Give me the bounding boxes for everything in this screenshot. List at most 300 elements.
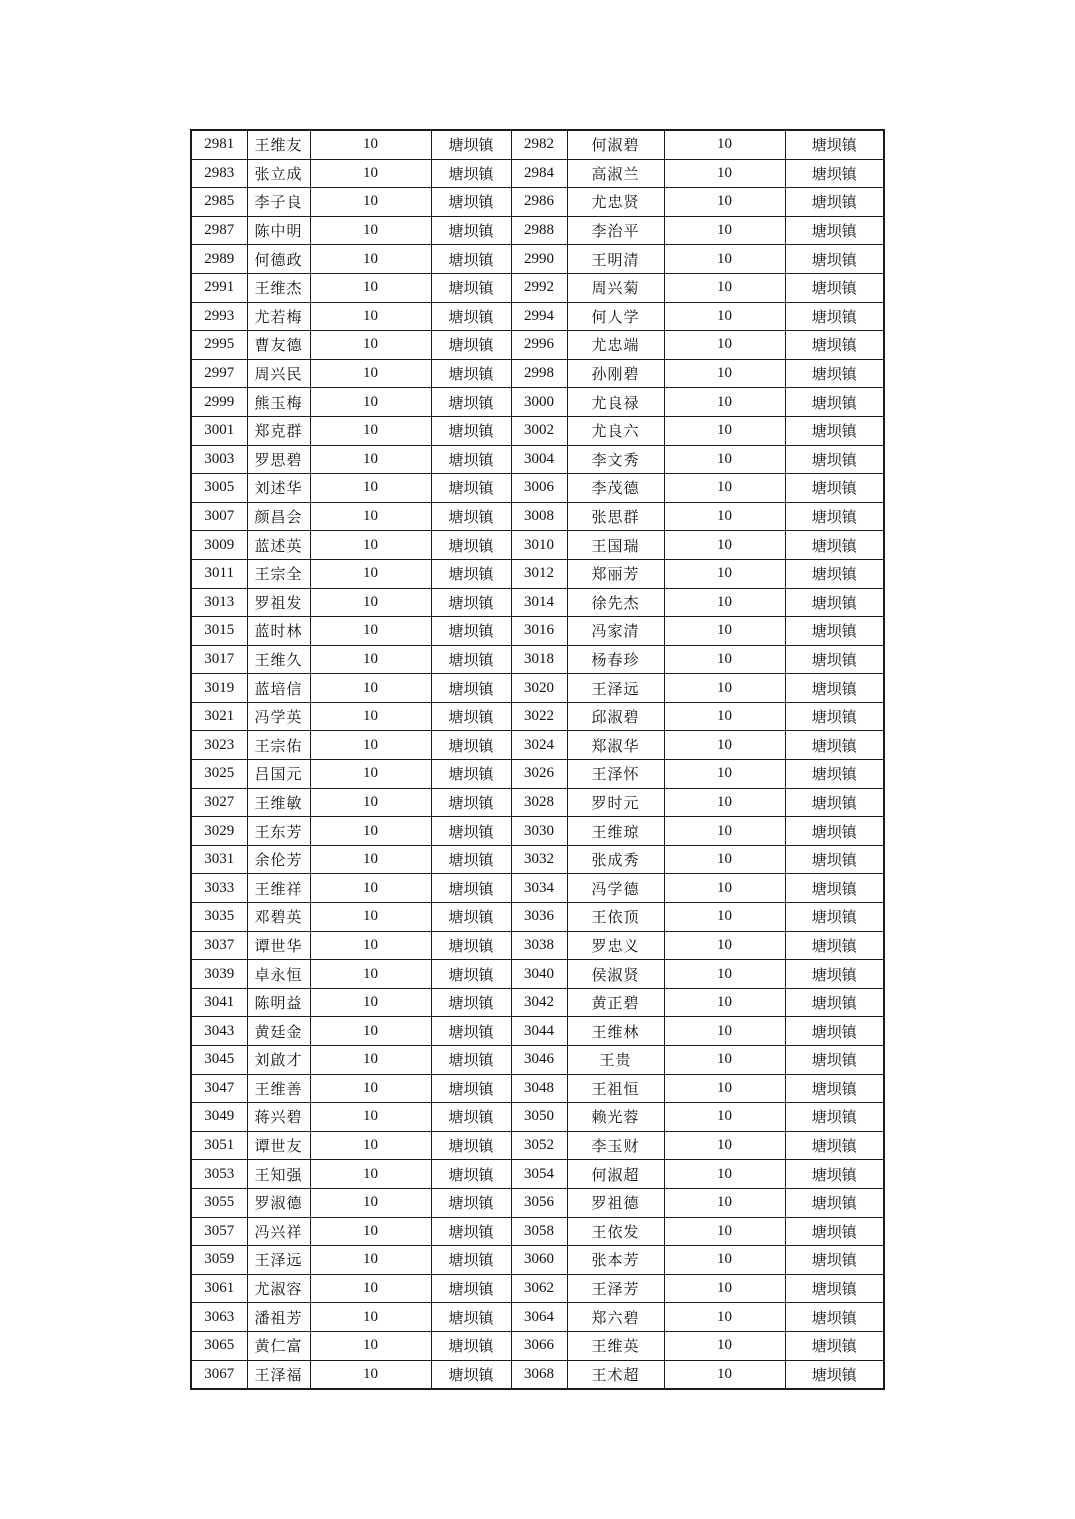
right-amount-cell: 10 <box>664 1274 785 1303</box>
left-town-cell: 塘坝镇 <box>431 559 511 588</box>
right-id-cell: 3004 <box>511 445 567 474</box>
right-town-cell: 塘坝镇 <box>785 788 884 817</box>
right-name-cell: 何淑超 <box>567 1160 664 1189</box>
left-amount-cell: 10 <box>310 1103 431 1132</box>
right-name-cell: 张思群 <box>567 502 664 531</box>
left-amount-cell: 10 <box>310 445 431 474</box>
right-amount-cell: 10 <box>664 302 785 331</box>
table-row <box>191 617 884 646</box>
right-town-cell: 塘坝镇 <box>785 445 884 474</box>
left-amount-cell: 10 <box>310 988 431 1017</box>
right-name-cell: 罗忠义 <box>567 931 664 960</box>
left-id-cell: 3061 <box>191 1274 247 1303</box>
left-town-cell: 塘坝镇 <box>431 1074 511 1103</box>
left-town-cell: 塘坝镇 <box>431 1217 511 1246</box>
left-id-cell: 3053 <box>191 1160 247 1189</box>
right-amount-cell: 10 <box>664 130 785 159</box>
left-amount-cell: 10 <box>310 845 431 874</box>
right-amount-cell: 10 <box>664 988 785 1017</box>
right-town-cell: 塘坝镇 <box>785 645 884 674</box>
left-amount-cell: 10 <box>310 960 431 989</box>
left-id-cell: 3037 <box>191 931 247 960</box>
table-row <box>191 1103 884 1132</box>
left-id-cell: 2989 <box>191 245 247 274</box>
right-amount-cell: 10 <box>664 588 785 617</box>
right-name-cell: 何人学 <box>567 302 664 331</box>
left-name-cell: 王宗全 <box>247 559 310 588</box>
left-name-cell: 蒋兴碧 <box>247 1103 310 1132</box>
left-name-cell: 邓碧英 <box>247 903 310 932</box>
right-id-cell: 3046 <box>511 1046 567 1075</box>
right-name-cell: 冯学德 <box>567 874 664 903</box>
right-id-cell: 2994 <box>511 302 567 331</box>
table-row <box>191 302 884 331</box>
left-name-cell: 王维久 <box>247 645 310 674</box>
right-id-cell: 3034 <box>511 874 567 903</box>
left-id-cell: 3043 <box>191 1017 247 1046</box>
right-id-cell: 3036 <box>511 903 567 932</box>
table-row <box>191 216 884 245</box>
right-id-cell: 2988 <box>511 216 567 245</box>
table-row <box>191 845 884 874</box>
left-amount-cell: 10 <box>310 788 431 817</box>
left-name-cell: 罗祖发 <box>247 588 310 617</box>
right-name-cell: 高淑兰 <box>567 159 664 188</box>
left-name-cell: 蓝述英 <box>247 531 310 560</box>
left-name-cell: 黄仁富 <box>247 1331 310 1360</box>
left-id-cell: 3055 <box>191 1188 247 1217</box>
right-amount-cell: 10 <box>664 1131 785 1160</box>
table-row <box>191 960 884 989</box>
left-town-cell: 塘坝镇 <box>431 788 511 817</box>
left-town-cell: 塘坝镇 <box>431 302 511 331</box>
left-name-cell: 王维善 <box>247 1074 310 1103</box>
table-row <box>191 1160 884 1189</box>
right-town-cell: 塘坝镇 <box>785 130 884 159</box>
right-name-cell: 何淑碧 <box>567 130 664 159</box>
left-town-cell: 塘坝镇 <box>431 1017 511 1046</box>
table-row <box>191 1046 884 1075</box>
right-amount-cell: 10 <box>664 531 785 560</box>
right-id-cell: 2998 <box>511 359 567 388</box>
table-row <box>191 903 884 932</box>
left-town-cell: 塘坝镇 <box>431 474 511 503</box>
right-amount-cell: 10 <box>664 1217 785 1246</box>
left-town-cell: 塘坝镇 <box>431 188 511 217</box>
right-amount-cell: 10 <box>664 1331 785 1360</box>
right-name-cell: 孙刚碧 <box>567 359 664 388</box>
right-name-cell: 李玉财 <box>567 1131 664 1160</box>
right-name-cell: 杨春珍 <box>567 645 664 674</box>
table-row <box>191 1360 884 1389</box>
left-town-cell: 塘坝镇 <box>431 331 511 360</box>
left-amount-cell: 10 <box>310 1303 431 1332</box>
left-town-cell: 塘坝镇 <box>431 845 511 874</box>
left-town-cell: 塘坝镇 <box>431 1188 511 1217</box>
left-name-cell: 王宗佑 <box>247 731 310 760</box>
left-town-cell: 塘坝镇 <box>431 531 511 560</box>
right-town-cell: 塘坝镇 <box>785 1131 884 1160</box>
left-name-cell: 颜昌会 <box>247 502 310 531</box>
left-town-cell: 塘坝镇 <box>431 273 511 302</box>
right-id-cell: 3008 <box>511 502 567 531</box>
left-town-cell: 塘坝镇 <box>431 702 511 731</box>
right-town-cell: 塘坝镇 <box>785 617 884 646</box>
table-row <box>191 559 884 588</box>
right-name-cell: 王泽芳 <box>567 1274 664 1303</box>
right-town-cell: 塘坝镇 <box>785 388 884 417</box>
right-id-cell: 2996 <box>511 331 567 360</box>
table-row <box>191 474 884 503</box>
left-town-cell: 塘坝镇 <box>431 874 511 903</box>
right-id-cell: 3068 <box>511 1360 567 1389</box>
right-name-cell: 郑六碧 <box>567 1303 664 1332</box>
right-name-cell: 李文秀 <box>567 445 664 474</box>
left-town-cell: 塘坝镇 <box>431 388 511 417</box>
left-id-cell: 3045 <box>191 1046 247 1075</box>
table-row <box>191 817 884 846</box>
right-id-cell: 3058 <box>511 1217 567 1246</box>
right-town-cell: 塘坝镇 <box>785 331 884 360</box>
right-amount-cell: 10 <box>664 216 785 245</box>
left-id-cell: 3003 <box>191 445 247 474</box>
right-town-cell: 塘坝镇 <box>785 931 884 960</box>
right-town-cell: 塘坝镇 <box>785 731 884 760</box>
right-name-cell: 王国瑞 <box>567 531 664 560</box>
left-town-cell: 塘坝镇 <box>431 1303 511 1332</box>
right-id-cell: 3006 <box>511 474 567 503</box>
left-name-cell: 王维友 <box>247 130 310 159</box>
left-amount-cell: 10 <box>310 302 431 331</box>
left-town-cell: 塘坝镇 <box>431 159 511 188</box>
left-amount-cell: 10 <box>310 188 431 217</box>
right-amount-cell: 10 <box>664 674 785 703</box>
left-name-cell: 尤若梅 <box>247 302 310 331</box>
left-id-cell: 3039 <box>191 960 247 989</box>
left-town-cell: 塘坝镇 <box>431 216 511 245</box>
right-id-cell: 3020 <box>511 674 567 703</box>
right-name-cell: 王维琼 <box>567 817 664 846</box>
table-row <box>191 788 884 817</box>
right-town-cell: 塘坝镇 <box>785 559 884 588</box>
left-amount-cell: 10 <box>310 531 431 560</box>
left-amount-cell: 10 <box>310 216 431 245</box>
right-amount-cell: 10 <box>664 1246 785 1275</box>
table-row <box>191 502 884 531</box>
left-amount-cell: 10 <box>310 1360 431 1389</box>
right-name-cell: 李治平 <box>567 216 664 245</box>
right-amount-cell: 10 <box>664 273 785 302</box>
left-amount-cell: 10 <box>310 674 431 703</box>
left-name-cell: 陈明益 <box>247 988 310 1017</box>
left-name-cell: 吕国元 <box>247 760 310 789</box>
right-name-cell: 王泽怀 <box>567 760 664 789</box>
left-id-cell: 2983 <box>191 159 247 188</box>
left-id-cell: 3029 <box>191 817 247 846</box>
left-name-cell: 罗思碧 <box>247 445 310 474</box>
left-amount-cell: 10 <box>310 903 431 932</box>
right-amount-cell: 10 <box>664 931 785 960</box>
right-amount-cell: 10 <box>664 817 785 846</box>
left-town-cell: 塘坝镇 <box>431 1331 511 1360</box>
right-id-cell: 2990 <box>511 245 567 274</box>
right-amount-cell: 10 <box>664 1303 785 1332</box>
left-town-cell: 塘坝镇 <box>431 416 511 445</box>
left-amount-cell: 10 <box>310 931 431 960</box>
left-amount-cell: 10 <box>310 760 431 789</box>
right-id-cell: 3018 <box>511 645 567 674</box>
left-id-cell: 3067 <box>191 1360 247 1389</box>
left-id-cell: 3009 <box>191 531 247 560</box>
left-amount-cell: 10 <box>310 1046 431 1075</box>
right-name-cell: 邱淑碧 <box>567 702 664 731</box>
left-id-cell: 3051 <box>191 1131 247 1160</box>
left-id-cell: 2981 <box>191 130 247 159</box>
right-name-cell: 李茂德 <box>567 474 664 503</box>
left-id-cell: 3023 <box>191 731 247 760</box>
right-amount-cell: 10 <box>664 874 785 903</box>
roster-table <box>190 129 885 1390</box>
right-amount-cell: 10 <box>664 788 785 817</box>
table-row <box>191 531 884 560</box>
table-row <box>191 130 884 159</box>
left-town-cell: 塘坝镇 <box>431 1274 511 1303</box>
right-amount-cell: 10 <box>664 159 785 188</box>
left-town-cell: 塘坝镇 <box>431 588 511 617</box>
right-amount-cell: 10 <box>664 760 785 789</box>
table-row <box>191 1017 884 1046</box>
right-town-cell: 塘坝镇 <box>785 702 884 731</box>
right-id-cell: 3024 <box>511 731 567 760</box>
left-amount-cell: 10 <box>310 1217 431 1246</box>
left-amount-cell: 10 <box>310 874 431 903</box>
left-town-cell: 塘坝镇 <box>431 1160 511 1189</box>
right-amount-cell: 10 <box>664 1160 785 1189</box>
right-id-cell: 3016 <box>511 617 567 646</box>
left-id-cell: 3057 <box>191 1217 247 1246</box>
right-town-cell: 塘坝镇 <box>785 1103 884 1132</box>
left-name-cell: 谭世友 <box>247 1131 310 1160</box>
right-id-cell: 3062 <box>511 1274 567 1303</box>
right-amount-cell: 10 <box>664 1046 785 1075</box>
right-amount-cell: 10 <box>664 903 785 932</box>
table-row <box>191 760 884 789</box>
right-id-cell: 3054 <box>511 1160 567 1189</box>
left-id-cell: 2991 <box>191 273 247 302</box>
left-id-cell: 3065 <box>191 1331 247 1360</box>
left-id-cell: 3049 <box>191 1103 247 1132</box>
right-amount-cell: 10 <box>664 702 785 731</box>
left-town-cell: 塘坝镇 <box>431 960 511 989</box>
table-row <box>191 1217 884 1246</box>
left-name-cell: 李子良 <box>247 188 310 217</box>
right-town-cell: 塘坝镇 <box>785 1360 884 1389</box>
right-town-cell: 塘坝镇 <box>785 1246 884 1275</box>
left-amount-cell: 10 <box>310 130 431 159</box>
left-name-cell: 王维敏 <box>247 788 310 817</box>
right-id-cell: 3000 <box>511 388 567 417</box>
left-town-cell: 塘坝镇 <box>431 931 511 960</box>
right-town-cell: 塘坝镇 <box>785 903 884 932</box>
right-name-cell: 黄正碧 <box>567 988 664 1017</box>
right-id-cell: 2992 <box>511 273 567 302</box>
left-id-cell: 3021 <box>191 702 247 731</box>
left-name-cell: 陈中明 <box>247 216 310 245</box>
left-name-cell: 王知强 <box>247 1160 310 1189</box>
right-town-cell: 塘坝镇 <box>785 188 884 217</box>
left-amount-cell: 10 <box>310 817 431 846</box>
table-row <box>191 1188 884 1217</box>
right-id-cell: 3026 <box>511 760 567 789</box>
right-town-cell: 塘坝镇 <box>785 874 884 903</box>
left-amount-cell: 10 <box>310 1274 431 1303</box>
right-id-cell: 3028 <box>511 788 567 817</box>
right-name-cell: 王维林 <box>567 1017 664 1046</box>
left-town-cell: 塘坝镇 <box>431 817 511 846</box>
table-row <box>191 1074 884 1103</box>
right-town-cell: 塘坝镇 <box>785 273 884 302</box>
left-name-cell: 余伦芳 <box>247 845 310 874</box>
left-amount-cell: 10 <box>310 1331 431 1360</box>
left-name-cell: 尤淑容 <box>247 1274 310 1303</box>
table-row <box>191 1131 884 1160</box>
right-amount-cell: 10 <box>664 645 785 674</box>
right-town-cell: 塘坝镇 <box>785 1274 884 1303</box>
right-amount-cell: 10 <box>664 1360 785 1389</box>
right-name-cell: 尤忠贤 <box>567 188 664 217</box>
right-town-cell: 塘坝镇 <box>785 845 884 874</box>
left-name-cell: 罗淑德 <box>247 1188 310 1217</box>
right-name-cell: 罗祖德 <box>567 1188 664 1217</box>
table-row <box>191 1303 884 1332</box>
right-town-cell: 塘坝镇 <box>785 1074 884 1103</box>
right-town-cell: 塘坝镇 <box>785 502 884 531</box>
left-amount-cell: 10 <box>310 645 431 674</box>
left-name-cell: 刘述华 <box>247 474 310 503</box>
left-town-cell: 塘坝镇 <box>431 359 511 388</box>
left-amount-cell: 10 <box>310 702 431 731</box>
left-name-cell: 何德政 <box>247 245 310 274</box>
right-town-cell: 塘坝镇 <box>785 588 884 617</box>
left-id-cell: 2997 <box>191 359 247 388</box>
right-town-cell: 塘坝镇 <box>785 302 884 331</box>
left-town-cell: 塘坝镇 <box>431 1103 511 1132</box>
right-town-cell: 塘坝镇 <box>785 674 884 703</box>
left-amount-cell: 10 <box>310 388 431 417</box>
left-town-cell: 塘坝镇 <box>431 760 511 789</box>
table-row <box>191 988 884 1017</box>
left-id-cell: 2995 <box>191 331 247 360</box>
left-town-cell: 塘坝镇 <box>431 1046 511 1075</box>
right-amount-cell: 10 <box>664 960 785 989</box>
right-name-cell: 张成秀 <box>567 845 664 874</box>
roster-table-body <box>191 130 884 1389</box>
left-town-cell: 塘坝镇 <box>431 731 511 760</box>
left-amount-cell: 10 <box>310 502 431 531</box>
right-id-cell: 3060 <box>511 1246 567 1275</box>
left-id-cell: 2999 <box>191 388 247 417</box>
left-town-cell: 塘坝镇 <box>431 1131 511 1160</box>
right-id-cell: 3040 <box>511 960 567 989</box>
left-town-cell: 塘坝镇 <box>431 502 511 531</box>
right-id-cell: 3064 <box>511 1303 567 1332</box>
right-id-cell: 3012 <box>511 559 567 588</box>
right-id-cell: 3044 <box>511 1017 567 1046</box>
right-id-cell: 3002 <box>511 416 567 445</box>
left-amount-cell: 10 <box>310 1074 431 1103</box>
right-name-cell: 尤忠端 <box>567 331 664 360</box>
right-id-cell: 2986 <box>511 188 567 217</box>
right-town-cell: 塘坝镇 <box>785 159 884 188</box>
right-town-cell: 塘坝镇 <box>785 359 884 388</box>
left-id-cell: 3041 <box>191 988 247 1017</box>
right-town-cell: 塘坝镇 <box>785 531 884 560</box>
left-id-cell: 2985 <box>191 188 247 217</box>
right-town-cell: 塘坝镇 <box>785 1188 884 1217</box>
right-town-cell: 塘坝镇 <box>785 416 884 445</box>
right-id-cell: 3042 <box>511 988 567 1017</box>
left-id-cell: 3063 <box>191 1303 247 1332</box>
left-id-cell: 3035 <box>191 903 247 932</box>
right-name-cell: 周兴菊 <box>567 273 664 302</box>
table-row <box>191 931 884 960</box>
right-town-cell: 塘坝镇 <box>785 245 884 274</box>
right-id-cell: 3022 <box>511 702 567 731</box>
left-amount-cell: 10 <box>310 1131 431 1160</box>
right-town-cell: 塘坝镇 <box>785 1217 884 1246</box>
right-name-cell: 王祖恒 <box>567 1074 664 1103</box>
left-id-cell: 3017 <box>191 645 247 674</box>
right-name-cell: 王术超 <box>567 1360 664 1389</box>
right-name-cell: 尤良禄 <box>567 388 664 417</box>
left-name-cell: 郑克群 <box>247 416 310 445</box>
right-id-cell: 3066 <box>511 1331 567 1360</box>
left-town-cell: 塘坝镇 <box>431 645 511 674</box>
left-id-cell: 2993 <box>191 302 247 331</box>
right-amount-cell: 10 <box>664 245 785 274</box>
left-amount-cell: 10 <box>310 273 431 302</box>
left-name-cell: 王泽福 <box>247 1360 310 1389</box>
right-name-cell: 张本芳 <box>567 1246 664 1275</box>
right-name-cell: 徐先杰 <box>567 588 664 617</box>
right-id-cell: 3030 <box>511 817 567 846</box>
left-name-cell: 曹友德 <box>247 331 310 360</box>
right-name-cell: 王明清 <box>567 245 664 274</box>
left-amount-cell: 10 <box>310 159 431 188</box>
table-row <box>191 645 884 674</box>
left-amount-cell: 10 <box>310 559 431 588</box>
left-amount-cell: 10 <box>310 331 431 360</box>
table-row <box>191 159 884 188</box>
right-amount-cell: 10 <box>664 388 785 417</box>
right-id-cell: 3052 <box>511 1131 567 1160</box>
right-name-cell: 罗时元 <box>567 788 664 817</box>
left-amount-cell: 10 <box>310 245 431 274</box>
right-name-cell: 王泽远 <box>567 674 664 703</box>
right-town-cell: 塘坝镇 <box>785 1046 884 1075</box>
left-name-cell: 谭世华 <box>247 931 310 960</box>
table-row <box>191 188 884 217</box>
right-name-cell: 郑淑华 <box>567 731 664 760</box>
right-town-cell: 塘坝镇 <box>785 817 884 846</box>
left-amount-cell: 10 <box>310 474 431 503</box>
left-town-cell: 塘坝镇 <box>431 245 511 274</box>
right-id-cell: 3050 <box>511 1103 567 1132</box>
table-row <box>191 674 884 703</box>
left-town-cell: 塘坝镇 <box>431 445 511 474</box>
right-town-cell: 塘坝镇 <box>785 1303 884 1332</box>
left-name-cell: 熊玉梅 <box>247 388 310 417</box>
